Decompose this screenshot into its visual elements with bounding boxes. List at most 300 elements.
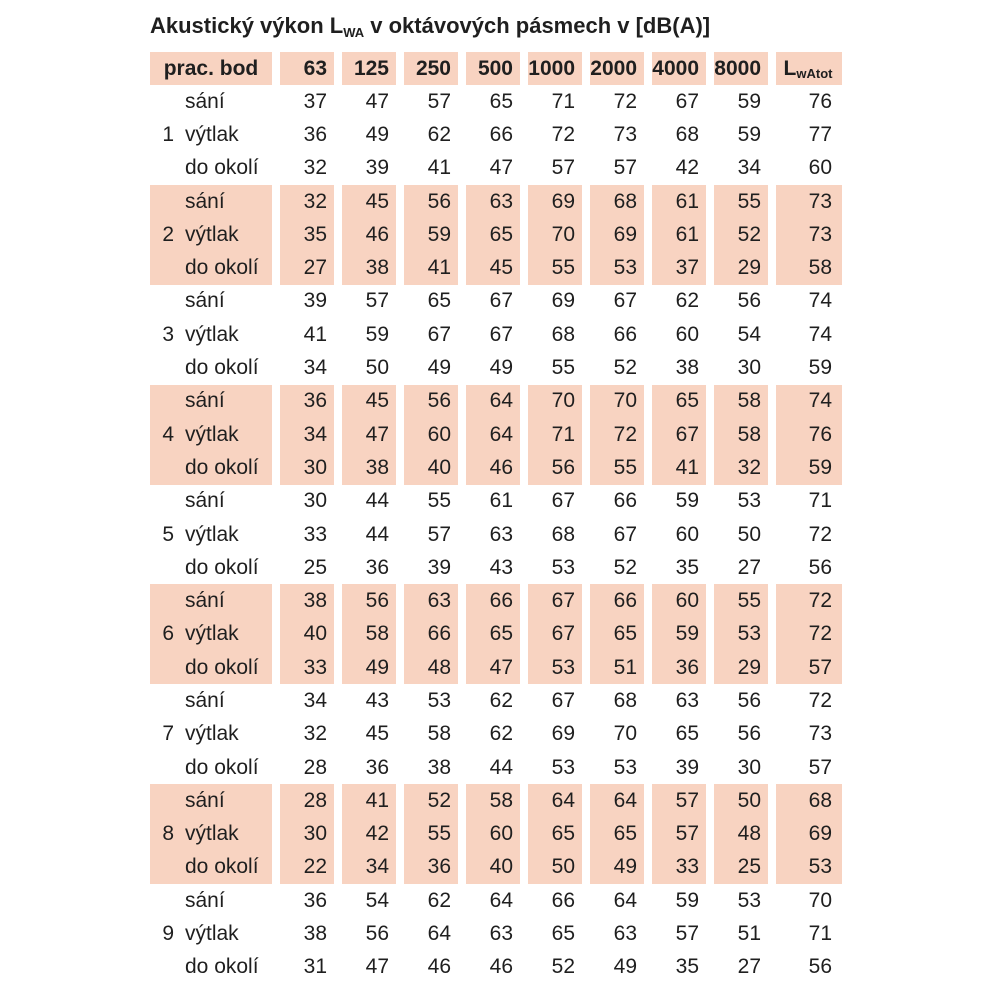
- value-cell: 72: [776, 584, 842, 617]
- value-cell: 28: [303, 755, 327, 779]
- value-cell: 53: [776, 851, 842, 884]
- value-cell: 48: [714, 818, 768, 851]
- value-cell: 52: [613, 356, 637, 380]
- value-cell: 53: [590, 251, 644, 284]
- value-cell: 54: [737, 322, 761, 346]
- table-row: [150, 618, 842, 651]
- row-label-cell: [150, 551, 272, 584]
- value-cell: 72: [590, 418, 644, 451]
- value-cell: 45: [365, 722, 389, 746]
- table-row: [150, 485, 842, 518]
- value-cell: 60: [808, 156, 832, 180]
- row-label: do okolí: [185, 156, 259, 180]
- title-subscript: WA: [343, 25, 365, 40]
- value-cell: 65: [675, 722, 699, 746]
- value-cell: 73: [776, 185, 842, 218]
- value-cell: 76: [808, 89, 832, 113]
- total-header-subscript: wAtot: [796, 65, 833, 81]
- value-cell: 38: [427, 755, 451, 779]
- value-cell: 52: [714, 218, 768, 251]
- row-label: sání: [185, 589, 225, 613]
- value-cell: 72: [808, 688, 832, 712]
- value-cell: 35: [675, 555, 699, 579]
- row-label-cell: [150, 584, 272, 617]
- value-cell: 74: [776, 385, 842, 418]
- value-cell: 33: [652, 851, 706, 884]
- table-row: [150, 451, 842, 484]
- group-number: 7: [162, 722, 174, 746]
- value-cell: 30: [280, 818, 334, 851]
- value-cell: 38: [303, 922, 327, 946]
- value-cell: 66: [613, 322, 637, 346]
- value-cell: 50: [714, 784, 768, 817]
- value-cell: 53: [551, 755, 575, 779]
- value-cell: 70: [808, 888, 832, 912]
- value-cell: 56: [404, 385, 458, 418]
- row-label: výtlak: [185, 522, 239, 546]
- value-cell: 72: [808, 522, 832, 546]
- row-label: do okolí: [185, 955, 259, 979]
- row-label: výtlak: [185, 822, 239, 846]
- row-label-cell: [150, 418, 272, 451]
- value-cell: 77: [808, 122, 832, 146]
- value-cell: 29: [714, 651, 768, 684]
- row-label-cell: [150, 485, 272, 518]
- row-label: výtlak: [185, 222, 239, 246]
- value-cell: 64: [489, 888, 513, 912]
- table-row: [150, 851, 842, 884]
- value-cell: 55: [551, 356, 575, 380]
- value-cell: 58: [427, 722, 451, 746]
- value-cell: 38: [280, 584, 334, 617]
- value-cell: 58: [714, 385, 768, 418]
- value-cell: 41: [342, 784, 396, 817]
- value-cell: 67: [551, 688, 575, 712]
- value-cell: 70: [528, 385, 582, 418]
- value-cell: 74: [808, 322, 832, 346]
- value-cell: 73: [776, 218, 842, 251]
- value-cell: 49: [489, 356, 513, 380]
- value-cell: 49: [365, 122, 389, 146]
- value-cell: 63: [466, 185, 520, 218]
- table-row: [150, 85, 842, 118]
- value-cell: 46: [489, 955, 513, 979]
- value-cell: 30: [737, 356, 761, 380]
- total-header-cell: [776, 52, 842, 85]
- value-cell: 32: [303, 722, 327, 746]
- value-cell: 66: [613, 489, 637, 513]
- table-row: [150, 784, 842, 817]
- value-cell: 52: [404, 784, 458, 817]
- group-number: 2: [162, 222, 174, 246]
- value-cell: 36: [652, 651, 706, 684]
- table-row: [150, 251, 842, 284]
- value-cell: 28: [280, 784, 334, 817]
- row-label: výtlak: [185, 722, 239, 746]
- value-cell: 42: [342, 818, 396, 851]
- table-row: [150, 218, 842, 251]
- table-row: [150, 385, 842, 418]
- value-cell: 42: [675, 156, 699, 180]
- value-cell: 67: [528, 584, 582, 617]
- value-cell: 39: [365, 156, 389, 180]
- value-cell: 64: [613, 888, 637, 912]
- value-cell: 68: [590, 185, 644, 218]
- row-label-cell: [150, 385, 272, 418]
- value-cell: 49: [427, 356, 451, 380]
- value-cell: 38: [342, 251, 396, 284]
- row-label-cell: [150, 351, 272, 384]
- value-cell: 57: [776, 651, 842, 684]
- value-cell: 67: [551, 489, 575, 513]
- row-label-cell: [150, 917, 272, 950]
- value-cell: 59: [365, 322, 389, 346]
- value-cell: 58: [714, 418, 768, 451]
- value-cell: 53: [528, 651, 582, 684]
- value-cell: 47: [365, 955, 389, 979]
- row-label: výtlak: [185, 122, 239, 146]
- value-cell: 60: [466, 818, 520, 851]
- value-cell: 65: [590, 818, 644, 851]
- row-label: výtlak: [185, 622, 239, 646]
- value-cell: 67: [528, 618, 582, 651]
- value-cell: 55: [714, 185, 768, 218]
- value-cell: 46: [466, 451, 520, 484]
- value-cell: 57: [652, 818, 706, 851]
- value-cell: 71: [808, 922, 832, 946]
- value-cell: 69: [551, 289, 575, 313]
- row-label-cell: [150, 951, 272, 984]
- band-header-cell: 250: [404, 52, 458, 85]
- value-cell: 51: [590, 651, 644, 684]
- value-cell: 55: [404, 818, 458, 851]
- value-cell: 47: [365, 89, 389, 113]
- row-label-cell: [150, 651, 272, 684]
- value-cell: 59: [737, 122, 761, 146]
- group-number: 4: [162, 422, 174, 446]
- value-cell: 55: [714, 584, 768, 617]
- value-cell: 60: [675, 322, 699, 346]
- value-cell: 70: [590, 385, 644, 418]
- title-prefix: Akustický výkon L: [150, 13, 344, 38]
- value-cell: 48: [404, 651, 458, 684]
- value-cell: 65: [652, 385, 706, 418]
- value-cell: 22: [280, 851, 334, 884]
- value-cell: 62: [489, 722, 513, 746]
- table-row: [150, 651, 842, 684]
- value-cell: 56: [808, 555, 832, 579]
- row-label-cell: [150, 451, 272, 484]
- value-cell: 34: [280, 418, 334, 451]
- value-cell: 44: [365, 522, 389, 546]
- octave-band-table: [142, 52, 850, 984]
- value-cell: 43: [365, 688, 389, 712]
- value-cell: 49: [613, 955, 637, 979]
- value-cell: 63: [489, 522, 513, 546]
- row-header-cell: prac. bod: [150, 52, 272, 85]
- value-cell: 36: [280, 385, 334, 418]
- total-header-main: L: [783, 56, 797, 80]
- row-label-cell: [150, 818, 272, 851]
- table-row: [150, 917, 842, 950]
- value-cell: 65: [590, 618, 644, 651]
- row-label: sání: [185, 888, 225, 912]
- value-cell: 45: [466, 251, 520, 284]
- band-header-cell: 500: [466, 52, 520, 85]
- row-label: výtlak: [185, 922, 239, 946]
- value-cell: 72: [551, 122, 575, 146]
- value-cell: 50: [737, 522, 761, 546]
- value-cell: 64: [466, 385, 520, 418]
- row-label: do okolí: [185, 455, 259, 479]
- value-cell: 72: [613, 89, 637, 113]
- value-cell: 36: [365, 555, 389, 579]
- row-label-cell: [150, 718, 272, 751]
- value-cell: 60: [675, 522, 699, 546]
- row-label: sání: [185, 389, 225, 413]
- value-cell: 47: [489, 156, 513, 180]
- value-cell: 60: [652, 584, 706, 617]
- value-cell: 67: [652, 418, 706, 451]
- title-suffix: v oktávových pásmech v [dB(A)]: [364, 13, 711, 38]
- value-cell: 33: [303, 522, 327, 546]
- value-cell: 61: [489, 489, 513, 513]
- value-cell: 59: [808, 356, 832, 380]
- value-cell: 58: [342, 618, 396, 651]
- value-cell: 34: [303, 688, 327, 712]
- value-cell: 61: [652, 218, 706, 251]
- value-cell: 41: [404, 251, 458, 284]
- value-cell: 25: [714, 851, 768, 884]
- value-cell: 56: [737, 688, 761, 712]
- value-cell: 31: [303, 955, 327, 979]
- value-cell: 56: [808, 955, 832, 979]
- value-cell: 56: [737, 722, 761, 746]
- table-row: [150, 285, 842, 318]
- value-cell: 56: [365, 922, 389, 946]
- value-cell: 53: [551, 555, 575, 579]
- value-cell: 74: [808, 289, 832, 313]
- row-label: do okolí: [185, 855, 259, 879]
- value-cell: 60: [404, 418, 458, 451]
- row-label-cell: [150, 318, 272, 351]
- value-cell: 52: [551, 955, 575, 979]
- value-cell: 53: [613, 755, 637, 779]
- value-cell: 51: [737, 922, 761, 946]
- value-cell: 67: [675, 89, 699, 113]
- band-header-cell: 4000: [652, 52, 706, 85]
- group-number: 6: [162, 622, 174, 646]
- row-label: sání: [185, 289, 225, 313]
- row-label: sání: [185, 89, 225, 113]
- value-cell: 30: [303, 489, 327, 513]
- value-cell: 66: [466, 584, 520, 617]
- row-label-cell: [150, 118, 272, 151]
- value-cell: 41: [303, 322, 327, 346]
- value-cell: 71: [551, 89, 575, 113]
- table-row: [150, 118, 842, 151]
- value-cell: 45: [342, 385, 396, 418]
- row-label-cell: [150, 851, 272, 884]
- value-cell: 34: [303, 356, 327, 380]
- table-row: [150, 584, 842, 617]
- value-cell: 37: [652, 251, 706, 284]
- value-cell: 70: [528, 218, 582, 251]
- value-cell: 67: [613, 522, 637, 546]
- value-cell: 25: [303, 555, 327, 579]
- value-cell: 39: [427, 555, 451, 579]
- table-row: [150, 152, 842, 185]
- value-cell: 39: [675, 755, 699, 779]
- value-cell: 69: [551, 722, 575, 746]
- value-cell: 27: [737, 955, 761, 979]
- value-cell: 57: [652, 784, 706, 817]
- value-cell: 45: [342, 185, 396, 218]
- page-title: [150, 13, 710, 39]
- value-cell: 35: [675, 955, 699, 979]
- value-cell: 40: [404, 451, 458, 484]
- value-cell: 76: [776, 418, 842, 451]
- header-row: [150, 52, 842, 85]
- value-cell: 67: [489, 322, 513, 346]
- value-cell: 64: [427, 922, 451, 946]
- row-label-cell: [150, 285, 272, 318]
- value-cell: 57: [427, 522, 451, 546]
- row-label-cell: [150, 152, 272, 185]
- value-cell: 64: [466, 418, 520, 451]
- value-cell: 47: [342, 418, 396, 451]
- table-row: [150, 884, 842, 917]
- value-cell: 35: [280, 218, 334, 251]
- value-cell: 63: [675, 688, 699, 712]
- row-label: do okolí: [185, 755, 259, 779]
- value-cell: 68: [776, 784, 842, 817]
- row-label-cell: [150, 218, 272, 251]
- band-header-cell: 63: [280, 52, 334, 85]
- row-label: do okolí: [185, 356, 259, 380]
- value-cell: 73: [613, 122, 637, 146]
- value-cell: 37: [303, 89, 327, 113]
- group-number: 1: [162, 122, 174, 146]
- value-cell: 66: [590, 584, 644, 617]
- group-number: 5: [162, 522, 174, 546]
- value-cell: 59: [675, 489, 699, 513]
- value-cell: 56: [737, 289, 761, 313]
- value-cell: 65: [489, 89, 513, 113]
- row-label-cell: [150, 85, 272, 118]
- value-cell: 57: [675, 922, 699, 946]
- value-cell: 30: [280, 451, 334, 484]
- value-cell: 55: [528, 251, 582, 284]
- band-header-cell: 2000: [590, 52, 644, 85]
- value-cell: 46: [342, 218, 396, 251]
- value-cell: 65: [427, 289, 451, 313]
- row-label: sání: [185, 189, 225, 213]
- value-cell: 62: [427, 888, 451, 912]
- band-header-cell: 125: [342, 52, 396, 85]
- row-label: výtlak: [185, 422, 239, 446]
- value-cell: 68: [551, 322, 575, 346]
- value-cell: 68: [675, 122, 699, 146]
- value-cell: 69: [776, 818, 842, 851]
- value-cell: 58: [776, 251, 842, 284]
- value-cell: 36: [365, 755, 389, 779]
- band-header-cell: 1000: [528, 52, 582, 85]
- value-cell: 66: [489, 122, 513, 146]
- value-cell: 38: [675, 356, 699, 380]
- value-cell: 65: [466, 618, 520, 651]
- value-cell: 53: [427, 688, 451, 712]
- value-cell: 73: [808, 722, 832, 746]
- row-label-cell: [150, 618, 272, 651]
- row-label-cell: [150, 684, 272, 717]
- value-cell: 50: [528, 851, 582, 884]
- value-cell: 32: [280, 185, 334, 218]
- row-label: výtlak: [185, 322, 239, 346]
- value-cell: 53: [737, 489, 761, 513]
- value-cell: 55: [427, 489, 451, 513]
- value-cell: 72: [776, 618, 842, 651]
- group-number: 3: [162, 322, 174, 346]
- value-cell: 55: [590, 451, 644, 484]
- value-cell: 41: [427, 156, 451, 180]
- table-row: [150, 751, 842, 784]
- value-cell: 59: [404, 218, 458, 251]
- value-cell: 62: [675, 289, 699, 313]
- value-cell: 68: [613, 688, 637, 712]
- value-cell: 59: [737, 89, 761, 113]
- row-label: do okolí: [185, 555, 259, 579]
- value-cell: 49: [342, 651, 396, 684]
- value-cell: 68: [551, 522, 575, 546]
- value-cell: 56: [342, 584, 396, 617]
- value-cell: 44: [365, 489, 389, 513]
- value-cell: 33: [280, 651, 334, 684]
- value-cell: 59: [675, 888, 699, 912]
- value-cell: 69: [590, 218, 644, 251]
- value-cell: 64: [590, 784, 644, 817]
- value-cell: 64: [528, 784, 582, 817]
- value-cell: 57: [365, 289, 389, 313]
- value-cell: 38: [342, 451, 396, 484]
- value-cell: 40: [280, 618, 334, 651]
- value-cell: 34: [737, 156, 761, 180]
- value-cell: 62: [489, 688, 513, 712]
- value-cell: 44: [489, 755, 513, 779]
- value-cell: 40: [466, 851, 520, 884]
- value-cell: 54: [365, 888, 389, 912]
- value-cell: 57: [613, 156, 637, 180]
- value-cell: 65: [551, 922, 575, 946]
- value-cell: 58: [466, 784, 520, 817]
- value-cell: 30: [737, 755, 761, 779]
- value-cell: 57: [808, 755, 832, 779]
- value-cell: 56: [528, 451, 582, 484]
- value-cell: 71: [528, 418, 582, 451]
- table-row: [150, 818, 842, 851]
- table-row: [150, 185, 842, 218]
- row-label-cell: [150, 884, 272, 917]
- row-label: sání: [185, 788, 225, 812]
- table-row: [150, 684, 842, 717]
- value-cell: 63: [489, 922, 513, 946]
- value-cell: 67: [427, 322, 451, 346]
- row-label-cell: [150, 751, 272, 784]
- group-number: 8: [162, 822, 174, 846]
- value-cell: 36: [404, 851, 458, 884]
- value-cell: 65: [528, 818, 582, 851]
- value-cell: 63: [613, 922, 637, 946]
